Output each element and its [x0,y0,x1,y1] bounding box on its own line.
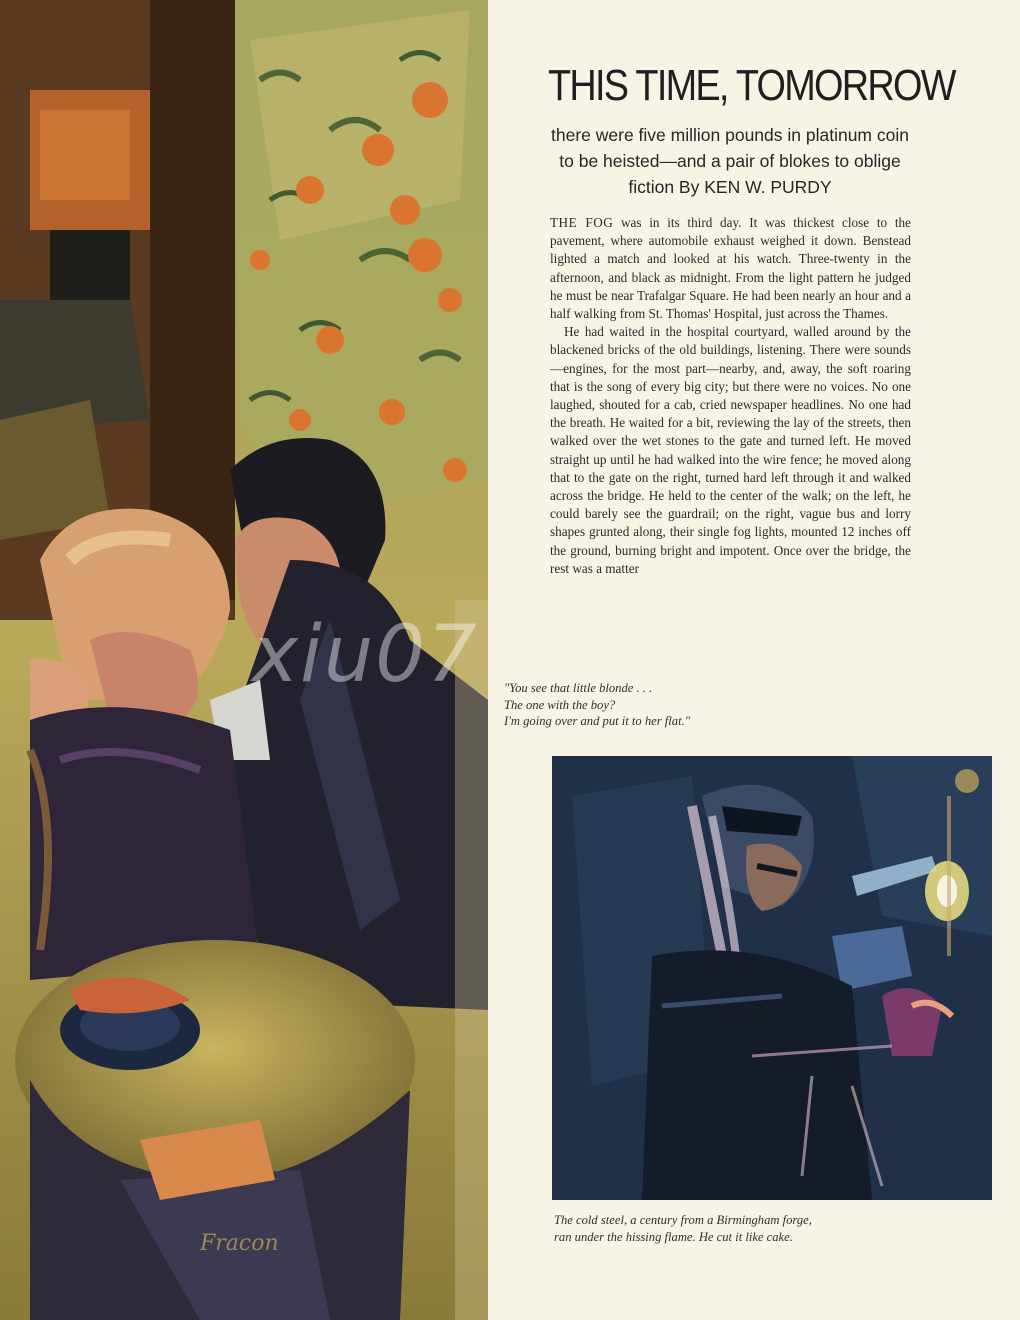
paragraph-1-text: was in its third day. It was thickest close to the pavement, where automobile exhaust weighed it down. Benstead lighted a match and looked at his watch. Three-twenty in the afternoon, and black as midnight. From the light pattern he judged he must be near Trafalgar Square. He had been nearly an hour and a half walking from St. Thomas' Hospital, just across the Thames. [550,215,911,322]
caption-1-line-1: "You see that little blonde . . . [504,681,653,695]
caption-2-line-2: ran under the hissing flame. He cut it like cake. [554,1229,793,1244]
article-title: THIS TIME, TOMORROW [548,61,955,110]
article-body [550,214,911,578]
author-name: KEN W. PURDY [704,177,832,197]
painting-signature: Fracon [200,1231,279,1256]
illustration-safecracker [552,756,992,1200]
deck-fiction-by: fiction By [628,177,700,197]
paragraph-1 [550,214,911,323]
illustration-couple-at-cafe [0,0,488,1320]
caption-1-line-3: I'm going over and put it to her flat." [504,714,691,728]
caption-2-line-1: The cold steel, a century from a Birmingham forge, [554,1213,812,1227]
deck-line-3 [548,174,912,200]
watermark: xiu07 [252,610,479,700]
deck-line-1: there were five million pounds in platinum coin [551,125,909,145]
caption-1-line-2: The one with the boy? [504,697,616,712]
lead-in: THE FOG [550,215,614,230]
article-deck [548,122,912,200]
deck-line-2: to be heisted—and a pair of blokes to oblige [559,151,901,171]
caption-left-illustration [504,680,690,730]
caption-right-illustration [554,1212,812,1245]
paragraph-2: He had waited in the hospital courtyard, walled around by the blackened bricks of the old buildings, listening. There were sounds—engines, for the most part—nearby, and, away, the soft roaring that is the song of every big city; but there were no voices. No one laughed, shouted for a cab, cried newspaper headlines. No one had the breath. He waited for a bit, reviewing the lay of the streets, then walked over the wet stones to the gate and turned left. He moved straight up until he had walked into the wire fence; he moved along that to the gate on the right, turned hard left through it and walked across the bridge. He held to the center of the walk; on the left, he could barely see the guardrail; on the right, vague bus and lorry shapes grunted along, their single fog lights, mounted 12 inches off the ground, burning bright and impotent. Once over the bridge, the rest was a matter [550,324,911,576]
